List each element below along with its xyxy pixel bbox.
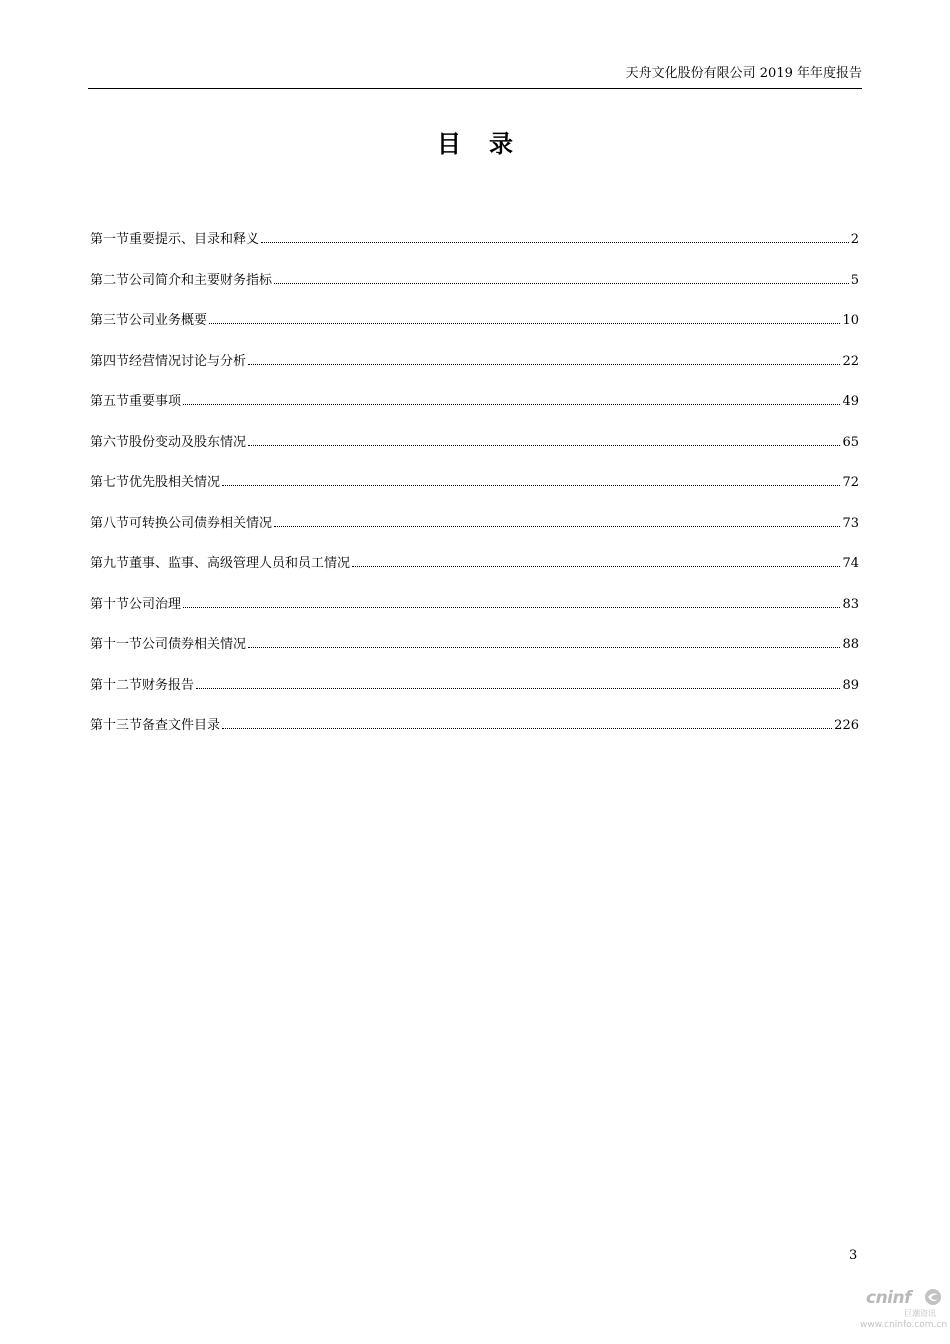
page-header: [88, 66, 862, 89]
toc-entry[interactable]: [90, 514, 859, 555]
watermark-cn-text: 巨潮资讯: [904, 1309, 936, 1318]
toc-entry-title: 第五节重要事项: [90, 394, 182, 409]
toc-entry-title: 第三节公司业务概要: [90, 313, 208, 328]
toc-entry-title: 第九节董事、监事、高级管理人员和员工情况: [90, 556, 351, 571]
table-of-contents: [90, 230, 859, 757]
toc-leader-dots: [183, 595, 840, 608]
toc-entry-title: 第六节股份变动及股东情况: [90, 434, 247, 450]
toc-leader-dots: [222, 716, 832, 729]
toc-entry[interactable]: [90, 716, 859, 757]
toc-entry[interactable]: [90, 676, 859, 717]
toc-leader-dots: [274, 271, 849, 284]
toc-entry-title: 第一节重要提示、目录和释义: [90, 232, 260, 247]
toc-entry[interactable]: [90, 433, 859, 474]
toc-entry-page: 2: [850, 232, 859, 247]
toc-entry-page: 74: [842, 556, 859, 571]
watermark-logo-text: cninf: [866, 1288, 912, 1308]
toc-entry-title: 第十三节备查文件目录: [90, 718, 221, 733]
toc-leader-dots: [209, 311, 840, 324]
toc-entry[interactable]: [90, 635, 859, 676]
toc-entry-page: 83: [842, 596, 859, 612]
toc-entry[interactable]: [90, 352, 859, 393]
toc-entry-title: 第十一节公司债券相关情况: [90, 637, 247, 652]
toc-entry-page: 89: [842, 677, 859, 693]
toc-entry-page: 72: [842, 475, 859, 490]
toc-leader-dots: [196, 676, 840, 689]
toc-entry[interactable]: [90, 595, 859, 636]
cninfo-watermark: [860, 1286, 946, 1334]
toc-leader-dots: [222, 473, 840, 486]
page-title: 目录: [437, 129, 541, 158]
toc-entry[interactable]: [90, 271, 859, 312]
toc-leader-dots: [248, 352, 840, 365]
toc-leader-dots: [183, 392, 840, 405]
toc-entry[interactable]: [90, 311, 859, 352]
page-number: 3: [849, 1248, 858, 1263]
toc-entry-title: 第十节公司治理: [90, 596, 182, 612]
toc-entry-page: 226: [834, 718, 859, 733]
toc-entry-page: 10: [842, 313, 859, 328]
toc-leader-dots: [248, 433, 840, 446]
toc-leader-dots: [274, 514, 840, 527]
toc-entry[interactable]: [90, 230, 859, 271]
toc-entry-title: 第二节公司简介和主要财务指标: [90, 272, 273, 288]
toc-entry[interactable]: [90, 554, 859, 595]
toc-entry-title: 第八节可转换公司债券相关情况: [90, 515, 273, 531]
toc-entry[interactable]: [90, 473, 859, 514]
watermark-url: www.cninfo.com.cn: [860, 1320, 948, 1330]
toc-entry-page: 65: [842, 434, 859, 450]
toc-entry-page: 73: [842, 515, 859, 531]
header-title: 天舟文化股份有限公司 2019 年年度报告: [625, 66, 862, 81]
toc-entry-page: 49: [842, 394, 859, 409]
toc-entry[interactable]: [90, 392, 859, 433]
toc-entry-title: 第四节经营情况讨论与分析: [90, 353, 247, 369]
toc-entry-page: 5: [850, 272, 859, 288]
toc-leader-dots: [248, 635, 840, 648]
toc-leader-dots: [352, 554, 840, 567]
toc-entry-title: 第七节优先股相关情况: [90, 475, 221, 490]
toc-entry-title: 第十二节财务报告: [90, 677, 195, 693]
toc-leader-dots: [261, 230, 849, 243]
cninfo-logo-icon: [924, 1288, 942, 1306]
toc-entry-page: 88: [842, 637, 859, 652]
toc-entry-page: 22: [842, 353, 859, 369]
